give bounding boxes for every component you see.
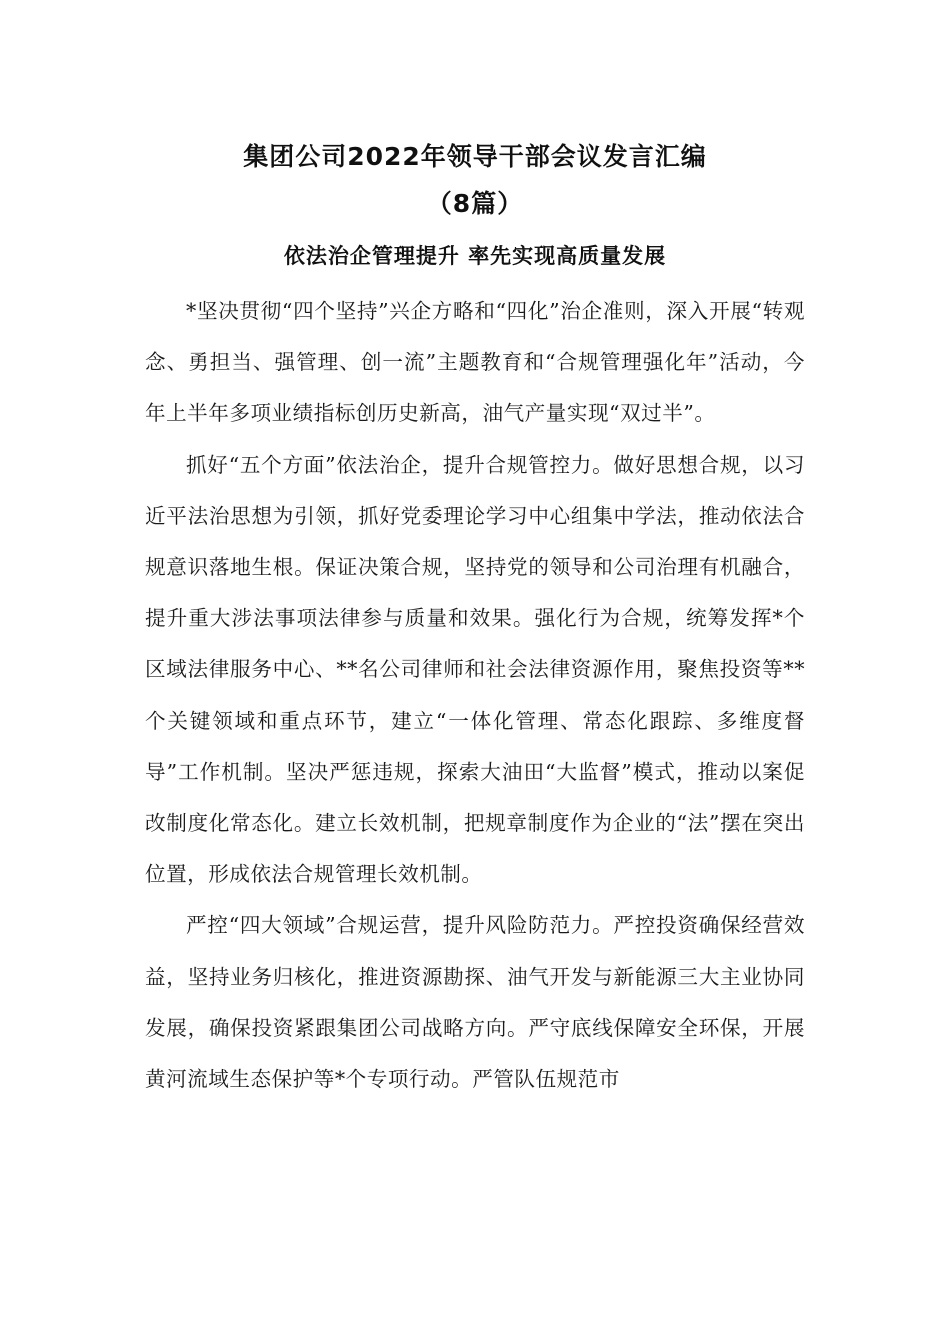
paragraph-intro: *坚决贯彻“四个坚持”兴企方略和“四化”治企准则，深入开展“转观念、勇担当、强管理、创一流”主题教育和“合规管理强化年”活动，今年上半年多项业绩指标创历史新高，油气产量实现“双过半”。 (145, 299, 805, 426)
document-title: 集团公司2022年领导干部会议发言汇编 (243, 142, 707, 171)
paragraph-risk-control: 严控“四大领域”合规运营，提升风险防范力。严控投资确保经营效益，坚持业务归核化，推进资源勘探、油气开发与新能源三大主业协同发展，确保投资紧跟集团公司战略方向。严守底线保障安全环保，开展黄河流域生态保护等*个专项行动。严管队伍规范市 (145, 913, 805, 1092)
document-title-count: （8篇） (426, 189, 524, 218)
paragraph-rule-of-law: 抓好“五个方面”依法治企，提升合规管控力。做好思想合规，以习近平法治思想为引领，抓好党委理论学习中心组集中学法，推动依法合规意识落地生根。保证决策合规，坚持党的领导和公司治理有机融合，提升重大涉法事项法律参与质量和效果。强化行为合规，统筹发挥*个区域法律服务中心、**名公司律师和社会法律资源作用，聚焦投资等**个关键领域和重点环节，建立“一体化管理、常态化跟踪、多维度督导”工作机制。坚决严惩违规，探索大油田“大监督”模式，推动以案促改制度化常态化。建立长效机制，把规章制度作为企业的“法”摆在突出位置，形成依法合规管理长效机制。 (145, 452, 805, 887)
section-title: 依法治企管理提升 率先实现高质量发展 (283, 244, 667, 268)
document-body (145, 286, 805, 1105)
